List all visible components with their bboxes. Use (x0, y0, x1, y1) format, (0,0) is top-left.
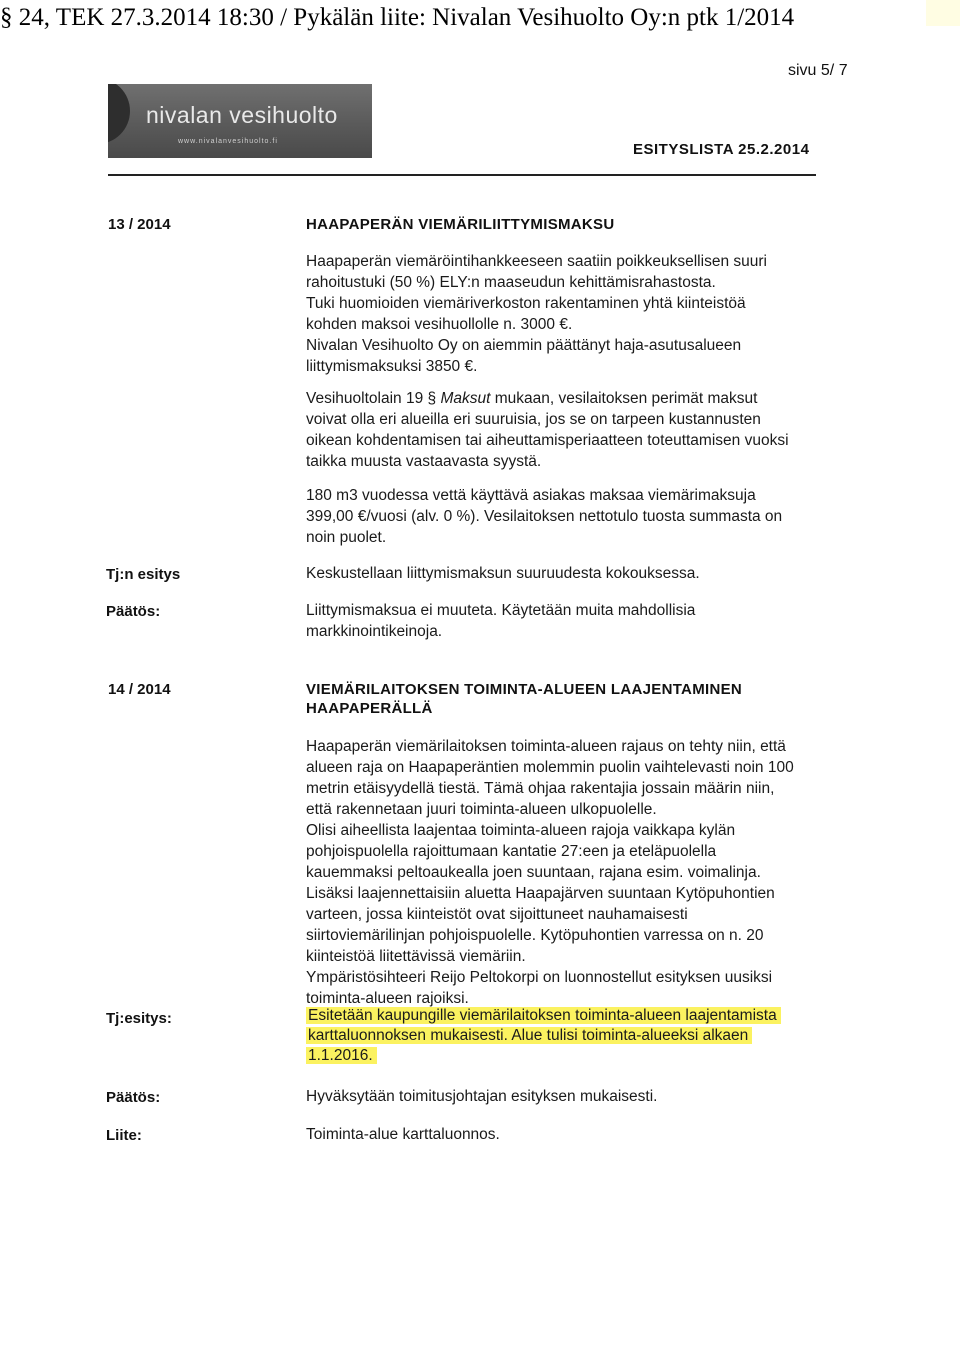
body-line: alueen raja on Haapaperäntien molemmin puolin vaihtelevasti noin 100 (306, 759, 794, 776)
body-line: Haapaperän viemärilaitoksen toiminta-alueen rajaus on tehty niin, että (306, 738, 786, 755)
body-line: liittymismaksuksi 3850 €. (306, 358, 478, 375)
body-line: Haapaperän viemäröintihankkeeseen saatiin poikkeuksellisen suuri (306, 253, 767, 270)
body-line: siirtoviemärilinjan pohjoispuolelle. Kytöpuhontien varressa on n. 20 (306, 927, 764, 944)
highlighted-text: Esitetään kaupungille viemärilaitoksen toiminta-alueen laajentamista (306, 1007, 781, 1024)
body-line: voivat olla eri alueilla eri suuruisia, jos se on tarpeen kustannusten (306, 411, 761, 428)
body-line: että rakennetaan juuri toiminta-alueen ulkopuolelle. (306, 801, 657, 818)
body-line: taikka muusta vastaavasta syystä. (306, 453, 542, 470)
logo-swoosh-icon (108, 84, 130, 144)
body-line: metrin etäisyydellä tiestä. Tämä ohjaa rakentajia jossain määrin niin, (306, 780, 775, 797)
highlighted-text: 1.1.2016. (306, 1047, 377, 1064)
attachment-label: Liite: (106, 1127, 142, 1144)
body-line: varteen, jossa kiinteistöt ovat sijoittuneet nauhamaisesti (306, 906, 688, 923)
body-line: rahoitustuki (50 %) ELY:n maaseudun kehittämisrahastosta. (306, 274, 716, 291)
section-title: HAAPAPERÄLLÄ (306, 700, 433, 717)
body-line: oikean kohdentamisen tai aiheuttamisperiaatteen toteuttamisen vuoksi (306, 432, 789, 449)
logo-name: nivalan vesihuolto (146, 102, 338, 128)
section-title: VIEMÄRILAITOKSEN TOIMINTA-ALUEEN LAAJENTAMINEN (306, 681, 743, 698)
logo-url: www.nivalanvesihuolto.fi (178, 138, 278, 145)
document-header-line (0, 4, 960, 38)
body-line: Tuki huomioiden viemäriverkoston rakentaminen yhtä kiinteistöä (306, 295, 746, 312)
company-logo (108, 84, 372, 158)
body-line: toiminta-alueen rajoiksi. (306, 990, 469, 1007)
decision-line: Liittymismaksua ei muuteta. Käytetään muita mahdollisia (306, 602, 696, 619)
header-divider (108, 174, 816, 176)
body-line: Lisäksi laajennettaisiin aluetta Haapajärven suuntaan Kytöpuhontien (306, 885, 775, 902)
body-line: Nivalan Vesihuolto Oy on aiemmin päättänyt haja-asutusalueen (306, 337, 742, 354)
document-header-text: 24, TEK 27.3.2014 18:30 / Pykälän liite: Nivalan Vesihuolto Oy:n ptk 1/2014 (18, 4, 795, 31)
decision-line: Hyväksytään toimitusjohtajan esityksen mukaisesti. (306, 1088, 658, 1105)
body-line: noin puolet. (306, 529, 387, 546)
body-line: Olisi aiheellista laajentaa toiminta-alueen rajoja vaikkapa kylän (306, 822, 736, 839)
attachment-line: Toiminta-alue karttaluonnos. (306, 1126, 500, 1143)
decision-label: Päätös: (106, 1089, 161, 1106)
highlighted-proposal-line (306, 1047, 377, 1065)
agenda-date: ESITYSLISTA 25.2.2014 (633, 141, 810, 158)
highlighted-proposal-line (306, 1027, 752, 1045)
section-symbol: § (0, 4, 13, 31)
body-line: 180 m3 vuodessa vettä käyttävä asiakas maksaa viemärimaksuja (306, 487, 756, 504)
body-line: kohden maksoi vesihuollolle n. 3000 €. (306, 316, 573, 333)
proposal-label: Tj:esitys: (106, 1010, 172, 1027)
page-number: sivu 5/ 7 (788, 62, 848, 79)
section-number: 13 / 2014 (108, 216, 171, 233)
body-line: kiinteistöä liitettävissä viemäriin. (306, 948, 526, 965)
law-term: Maksut (440, 390, 491, 407)
decision-label: Päätös: (106, 603, 161, 620)
section-title: HAAPAPERÄN VIEMÄRILIITTYMISMAKSU (306, 216, 615, 233)
highlighted-proposal-line (306, 1007, 781, 1025)
highlighted-text: karttaluonnoksen mukaisesti. Alue tulisi toiminta-alueeksi alkaen (306, 1027, 752, 1044)
body-line: pohjoispuolella rajoittumaan kantatie 27:een ja eteläpuolella (306, 843, 717, 860)
proposal-label: Tj:n esitys (106, 566, 181, 583)
section-number: 14 / 2014 (108, 681, 171, 698)
body-line: Ympäristösihteeri Reijo Peltokorpi on luonnostellut esityksen uusiksi (306, 969, 773, 986)
body-line: 399,00 €/vuosi (alv. 0 %). Vesilaitoksen nettotulo tuosta summasta on (306, 508, 783, 525)
proposal-line: Keskustellaan liittymismaksun suuruudesta kokouksessa. (306, 565, 700, 582)
body-line: kauemmaksi peltoaukealla joen suuntaan, rajana esim. voimalinja. (306, 864, 761, 881)
header-corner-mark (926, 0, 960, 26)
decision-line: markkinointikeinoja. (306, 623, 443, 640)
body-line: Vesihuoltolain 19 § Maksut mukaan, vesilaitoksen perimät maksut (306, 390, 758, 407)
